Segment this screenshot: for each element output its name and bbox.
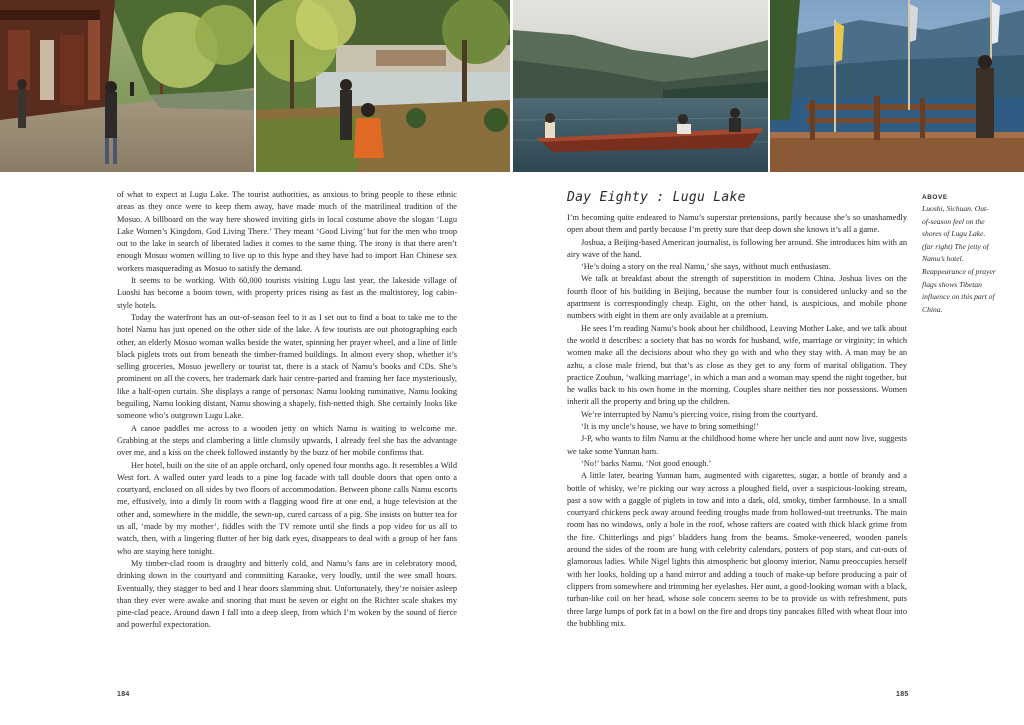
paragraph: A little later, bearing Yunnan ham, augmented with cigarettes, sugar, a bottle of brandy and a bottle of whisky, we’re picking our way across a ploughed field, over a suspicious-looking stream, past a sow with a gaggle of piglets in tow and into a dark, old, smoky, timber farmhouse. In a small courtyard chickens peck away around feeding troughs made from hollowed-out treetrunks. The main room has no windows, only a hole in the roof, whose rafters are coated with thick black grime from the fire. Chitterlings and pigs’ bladders hang from the beams. Smoke-veneered, wooden panels around the sides of the room are hung with celebrity calendars, posters of pop stars, and cut-outs of glamorous ladies. While Nigel lights this atmospheric but gloomy interior, Namu preoccupies herself with her looks, holding up a hand mirror and adding a touch of make-up before producing a pair of clippers from somewhere and trimming her eyelashes. Her aunt, a good-looking woman with a black, turban-like coil on her head, whose sole concern seems to be to provide us with refreshment, puts three large lumps of pork fat in a bowl on the fire and drops tiny pancakes filled with wheat flour into the bubbling mix.	[567, 471, 907, 628]
paragraph: It seems to be working. With 60,000 tourists visiting Lugu last year, the lakeside village of Luoshi has become a boom town, with property prices rising as fast as the multistorey, log cabin-style hotels.	[117, 276, 457, 310]
paragraph: I’m becoming quite endeared to Namu’s superstar pretensions, partly because she’s so unashamedly open about them and partly because I’m pretty sure that deep down she knows it’s all a game.	[567, 213, 907, 235]
canoe-on-lake-photo	[513, 0, 768, 172]
paragraph: ‘No!’ barks Namu. ‘Not good enough.’	[581, 458, 712, 468]
caption-label: ABOVE	[922, 194, 948, 201]
paragraph: Today the waterfront has an out-of-season feel to it as I set out to find a boat to take me to the hotel Namu has just opened on the other side of the lake. A few tourists are out photographing each other, an elderly Mosuo woman walks beside the water, spinning her prayer wheel, and a line of little black piglets trots out from beneath the timber-framed buildings. In almost every shop, whether it’s selling groceries, Mosuo jewellery or tourist tat, there is a stack of Namu’s books and CDs. She’s prominent on all the covers, her trademark dark hair centre-parted and framing her face mysteriously, like a half-open curtain. She displays a range of personas: Namu looking ruminative, Namu looking beguiling, Namu looking distant, Namu showing a shapely, fish-netted thigh. She certainly looks like someone who’s outgrown Lugu Lake.	[117, 312, 457, 421]
paragraph: ‘It is my uncle’s house, we have to bring something!’	[581, 422, 759, 432]
paragraph: A canoe paddles me across to a wooden jetty on which Namu is waiting to welcome me. Grabbing at the steps and clambering a little clumsily upwards, I already feel she has the advantage over me, and a kiss on the cheek followed instantly by the buzz of her mobile confirms that.	[117, 423, 457, 458]
paragraph: We talk at breakfast about the strength of superstition in modern China. Joshua lives on the fourth floor of his building in Beijing, because the number four is considered unlucky and so the apartment is correspondingly cheap. Eight, on the other hand, is auspicious, and mobile phone numbers with eight in them are only available at a premium.	[567, 274, 907, 321]
lakeside-villagers-photo	[256, 0, 510, 172]
paragraph: My timber-clad room is draughty and bitterly cold, and Namu’s fans are in celebratory mood, drinking down in the courtyard and committing Karaoke, very loudly, until the wee small hours. Eventually, they stagger to bed and I hear doors slamming shut. Unfortunately, they’re noisier asleep than they ever were awake and snoring that must be seven or eight on the Richter scale shakes my pine-clad peace. Around dawn I fall into a deep sleep, from which I’m woken by the sound of fierce and powerful expectoration.	[117, 558, 457, 630]
photo-caption	[922, 192, 996, 316]
paragraph: Her hotel, built on the site of an apple orchard, only opened four months ago. It resembles a Wild West fort. A walled outer yard leads to a pine log facade with tall double doors that open onto a courtyard, enclosed on all sides by two floors of accommodation. Between phone calls Namu escorts me, effusively, into a dimly lit room with a flagging wood fire at one end, a huge television at the other and, somewhere in the middle, the sewn-up, cured carcass of a pig. She insists on butter tea for us all, ‘made by my mother’, fiddles with the TV remote until she finds a pop video for us all to watch, then, with a lingering flutter of her big dark eyes, disappears to deal with a group of her fans who are staying here tonight.	[117, 460, 457, 556]
paragraph: We’re interrupted by Namu’s piercing voice, rising from the courtyard.	[581, 409, 818, 419]
paragraph: ‘He’s doing a story on the real Namu,’ she says, without much enthusiasm.	[581, 262, 831, 272]
street-scene-photo	[0, 0, 254, 172]
paragraph: Joshua, a Beijing-based American journalist, is following her around. She introduces him with an airy wave of the hand.	[567, 237, 907, 259]
page-number-right: 185	[896, 691, 909, 698]
photo-strip	[0, 0, 1024, 172]
left-page-text	[117, 189, 457, 632]
page-number-left: 184	[117, 691, 130, 698]
right-page-text	[567, 212, 907, 630]
jetty-prayer-flags-photo	[770, 0, 1024, 172]
paragraph: He sees I’m reading Namu’s book about her childhood, Leaving Mother Lake, and we talk about the world it describes: a society that has no words for husband, wife, marriage or virginity; in which women make all the decisions about who they go with and who they stay with. A man may be an azhu, a close male friend, but that’s as close as they get to any form of marital obligation. They practice Zouhun, ‘walking marriage’, in which a man and a woman may spend the night together, but he walks back to his own home in the morning. Couples share neither ties nor possessions. Women inherit all the property and bring up the children.	[567, 323, 907, 407]
paragraph: J-P, who wants to film Namu at the childhood home where her uncle and aunt now live, suggests we take some Yunnan ham.	[567, 434, 907, 456]
caption-text: Luoshi, Sichuan. Out-of-season feel on the shores of Lugu Lake. (far right) The jetty of Namu’s hotel. Reappearance of prayer flags shows Tibetan influence on this part of China.	[922, 204, 996, 314]
day-heading: Day Eighty : Lugu Lake	[567, 190, 746, 205]
paragraph: of what to expect at Lugu Lake. The tourist authorities, as anxious to bring people to these ethnic areas as they once were to keep them away, have made much of the matrilineal tradition of the Mosuo. A billboard on the way here showed inviting girls in local costume above the slogan ‘Lugu Lake Women’s Kingdom. God Living There.’ They meant ‘Good Living’ but for the men who troop out to the lake in search of liberated ladies it comes to the same thing. The irony is that there aren’t enough Mosuo women willing to live up to this hype and they have had to import Han Chinese sex workers masquerading as Mosuo to satisfy the demand.	[117, 190, 457, 273]
